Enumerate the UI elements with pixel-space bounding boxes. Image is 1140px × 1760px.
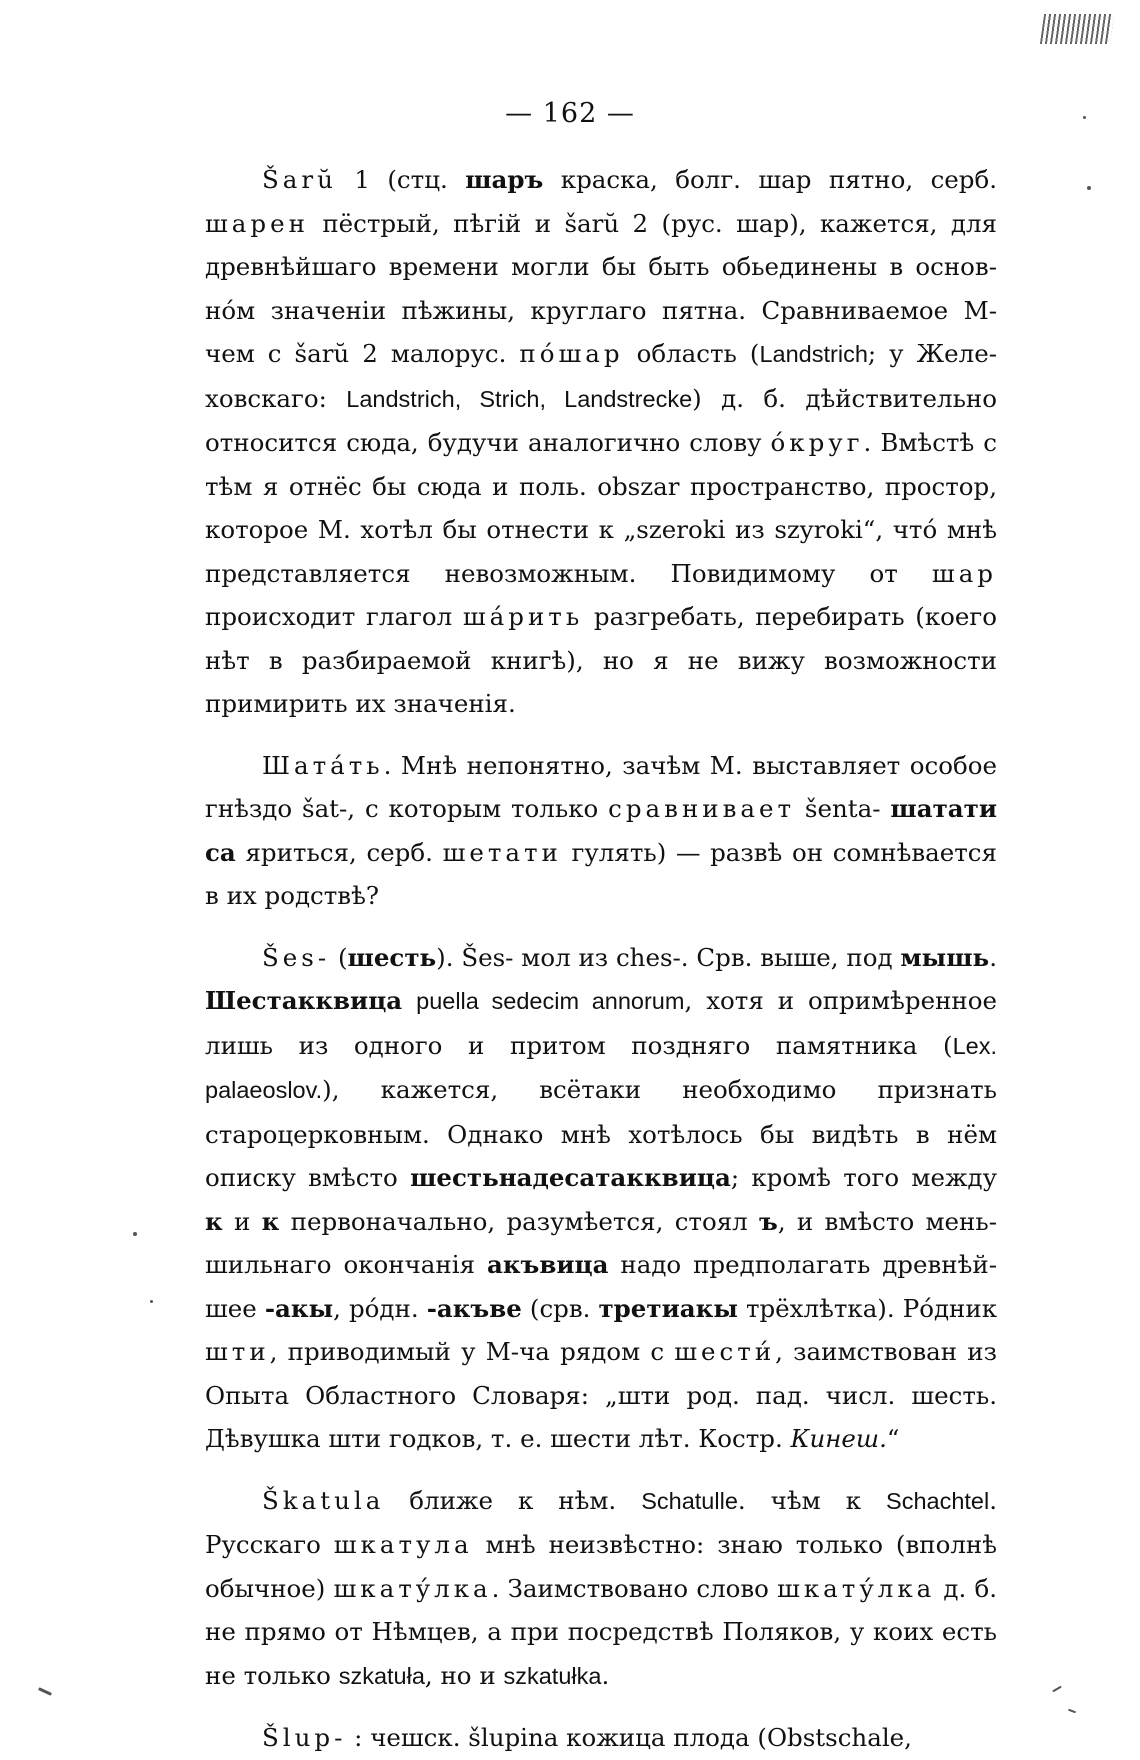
church-slavonic-word: шестьнадесатакквица [410, 1163, 731, 1192]
church-slavonic-word: акъвица [486, 1250, 609, 1279]
church-slavonic-word: Шестакквица [205, 986, 403, 1015]
scan-speck [38, 1687, 52, 1696]
church-slavonic-word: мышь [900, 942, 990, 972]
headword: Šes- [262, 942, 331, 972]
headword: Шата́ть [262, 750, 384, 780]
scan-speck [150, 1300, 153, 1303]
church-slavonic-word: шатати са [205, 794, 997, 867]
entry-sharu: Šarŭ 1 (стц. шаръ краска, болг. шар пятно, серб. шарен пёстрый, пѣгій и šarŭ 2 (рус. шар), кажется, для древнѣйшаго времени могли бы быть обьединены в основно́м значеніи пѣжины, круглаго пятна. Сравниваемое М-чем с šarŭ 2 малорус. по́шар область (Landstrich; у Желеховскаго: Landstrich, Strich, Landstrecke) д. б. дѣйствительно относится сюда, будучи аналогично слову о́круг. Вмѣстѣ с тѣм я отнёс бы сюда и поль. obszar пространство, простор, которое М. хотѣл бы отнести к „szeroki из szyroki“, что́ мнѣ представляется невозможным. Повидимому от шар происходит глагол ша́рить разгребать, перебирать (коего нѣт в разбираемой книгѣ), но я не вижу возможности примирить их значенія. [205, 165, 998, 718]
main-text [205, 158, 997, 1760]
scan-speck [1083, 116, 1086, 119]
entry-shlup: Šlup- : чешск. šlupina кожица плода (Obstschale, [262, 1723, 912, 1752]
entry-shkatula: Škatula ближе к нѣм. Schatulle. чѣм к Schachtel. Русскаго шкатула мнѣ неизвѣстно: знаю только (вполнѣ обычное) шкату́лка. Заимствовано слово шкату́лка д. б. не прямо от Нѣмцев, а при посредствѣ Поляков, у коих есть не только szkatuła, но и szkatułka. [205, 1485, 998, 1690]
headword: Šlup- [262, 1723, 347, 1752]
scan-speck [1068, 1709, 1076, 1714]
scan-speck [1087, 186, 1091, 190]
church-slavonic-word: шесть [347, 942, 437, 972]
entry-shes: Šes- (шесть). Šes- мол из ches-. Срв. выше, под мышь. Шестакквица puella sedecim annorum, хотя и опримѣренное лишь из одного и притом поздняго памятника (Lex. palaeoslov.), кажется, всётаки необходимо признать староцерковным. Однако мнѣ хотѣлось бы видѣть в нём описку вмѣсто шестьнадесатакквица; кромѣ того между к и к первоначально, разумѣется, стоял ъ, и вмѣсто меньшильнаго окончанія акъвица надо предполагать древнѣйшее -акы, ро́дн. -акъве (срв. третиакы трёхлѣтка). Ро́дник шти, приводимый у М-ча рядом с шести́, заимствован из Опыта Областного Словаря: „шти род. пад. числ. шесть. Дѣвушка шти годков, т. е. шести лѣт. Костр. Кинеш.“ [205, 942, 998, 1453]
headword: Šarŭ [262, 165, 337, 194]
page-number: — 162 — [505, 98, 635, 129]
scan-speck [1052, 1686, 1062, 1693]
church-slavonic-word: шаръ [465, 165, 544, 194]
headword: Škatula [262, 1485, 385, 1515]
entry-shatat: Шата́ть. Мнѣ непонятно, зачѣм М. выставляет особое гнѣздо šat-, с которым только сравнивает šenta- шатати са яриться, серб. шетати гулять) — развѣ он сомнѣвается в их родствѣ? [205, 750, 997, 910]
scan-artifact [1040, 14, 1114, 44]
scan-speck [133, 1232, 137, 1236]
